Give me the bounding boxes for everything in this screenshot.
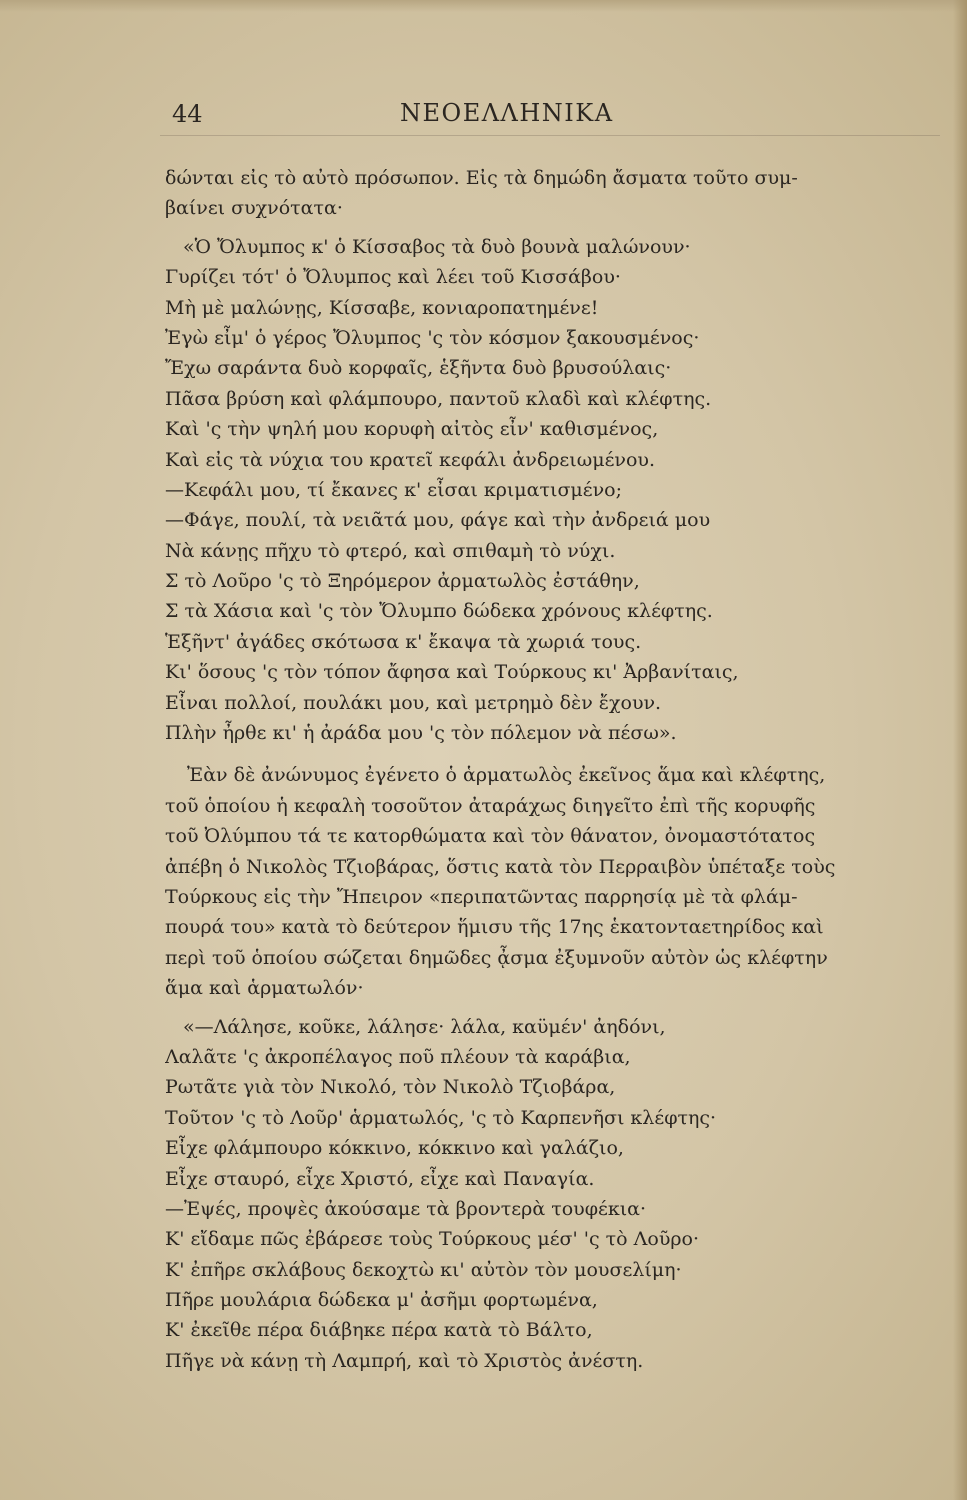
poem-line: Εἶναι πολλοί, πουλάκι μου, καὶ μετρημὸ δὲν ἔχουν. (165, 691, 662, 714)
poem-line: Σ τὸ Λοῦρο 'ς τὸ Ξηρόμερον ἀρματωλὸς ἐστάθην, (165, 570, 640, 593)
poem-line: Κι' ὅσους 'ς τὸν τόπον ἄφησα καὶ Τούρκους κι' Ἀρβανίταις, (165, 661, 739, 684)
page-top-edge (0, 0, 967, 12)
poem-line: Πῆρε μουλάρια δώδεκα μ' ἀσῆμι φορτωμένα, (165, 1289, 598, 1312)
page-right-edge (953, 0, 967, 1500)
poem-line: Κ' εἴδαμε πῶς ἐβάρεσε τοὺς Τούρκους μέσ' 'ς τὸ Λοῦρο· (165, 1228, 700, 1251)
spacer (165, 224, 950, 232)
poem-line: —Φάγε, πουλί, τὰ νειᾶτά μου, φάγε καὶ τὴν ἀνδρειά μου (165, 509, 711, 532)
poem-line: —Κεφάλι μου, τί ἔκανες κ' εἶσαι κριματισμένο; (165, 478, 623, 501)
prose-line: ἀπέβη ὁ Νικολὸς Τζιοβάρας, ὅστις κατὰ τὸν Περραιβὸν ὑπέταξε τοὺς (165, 855, 836, 878)
text-block (165, 163, 950, 1376)
poem-line: Πᾶσα βρύση καὶ φλάμπουρο, παντοῦ κλαδὶ καὶ κλέφτης. (165, 387, 712, 410)
prose-line: ἅμα καὶ ἁρματωλόν· (165, 977, 364, 1000)
prose-line: περὶ τοῦ ὁποίου σώζεται δημῶδες ᾆσμα ἐξυμνοῦν αὐτὸν ὡς κλέφτην (165, 946, 828, 969)
poem-line: «Ὁ Ὄλυμπος κ' ὁ Κίσσαβος τὰ δυὸ βουνὰ μαλώνουν· (183, 235, 691, 258)
poem-line: Λαλᾶτε 'ς ἀκροπέλαγος ποῦ πλέουν τὰ καράβια, (165, 1045, 631, 1068)
poem-line: Πλὴν ἦρθε κι' ἡ ἀράδα μου 'ς τὸν πόλεμον νὰ πέσω». (165, 722, 677, 745)
poem-line: Καὶ 'ς τὴν ψηλή μου κορυφὴ αἰτὸς εἶν' καθισμένος, (165, 418, 659, 441)
poem-line: Ἐγὼ εἶμ' ὁ γέρος Ὄλυμπος 'ς τὸν κόσμον ξακουσμένος· (165, 326, 700, 349)
page-number: 44 (172, 100, 203, 128)
poem-tziovaras (165, 1012, 950, 1377)
spacer (165, 748, 950, 760)
poem-line: Σ τὰ Χάσια καὶ 'ς τὸν Ὄλυμπο δώδεκα χρόνους κλέφτης. (165, 600, 713, 623)
spacer (165, 1004, 950, 1012)
poem-line: Μὴ μὲ μαλώνῃς, Κίσσαβε, κονιαροπατημένε! (165, 296, 599, 319)
poem-line: Εἶχε σταυρό, εἶχε Χριστό, εἶχε καὶ Παναγία. (165, 1167, 595, 1190)
prose-line: Τούρκους εἰς τὴν Ἤπειρον «περιπατῶντας παρρησίᾳ μὲ τὰ φλάμ- (165, 885, 798, 908)
poem-line: Ἔχω σαράντα δυὸ κορφαῖς, ἑξῆντα δυὸ βρυσούλαις· (165, 357, 672, 380)
running-head: ΝΕΟΕΛΛΗΝΙΚΑ (400, 99, 614, 127)
poem-line: Ἑξῆντ' ἀγάδες σκότωσα κ' ἔκαψα τὰ χωριά τους. (165, 630, 642, 653)
intro-line: δώνται εἰς τὸ αὐτὸ πρόσωπον. Εἰς τὰ δημώδη ἄσματα τοῦτο συμ- (165, 167, 798, 189)
poem-line: Νὰ κάνῃς πῆχυ τὸ φτερό, καὶ σπιθαμὴ τὸ νύχι. (165, 539, 616, 562)
header-rule (160, 135, 940, 136)
poem-line: Ρωτᾶτε γιὰ τὸν Νικολό, τὸν Νικολὸ Τζιοβάρα, (165, 1076, 616, 1099)
prose-line: τοῦ Ὀλύμπου τά τε κατορθώματα καὶ τὸν θάνατον, ὀνομαστότατος (165, 825, 816, 848)
poem-olympus (165, 232, 950, 749)
poem-line: —Ἐψές, προψὲς ἀκούσαμε τὰ βροντερὰ τουφέκια· (165, 1197, 647, 1220)
prose-paragraph (165, 760, 950, 1003)
poem-line: Κ' ἐπῆρε σκλάβους δεκοχτὼ κι' αὐτὸν τὸν μουσελίμη· (165, 1258, 682, 1281)
poem-line: Τοῦτον 'ς τὸ Λοῦρ' ἁρματωλός, 'ς τὸ Καρπενῆσι κλέφτης· (165, 1106, 717, 1129)
poem-line: Καὶ εἰς τὰ νύχια του κρατεῖ κεφάλι ἀνδρειωμένου. (165, 448, 655, 471)
poem-line: Γυρίζει τότ' ὁ Ὄλυμπος καὶ λέει τοῦ Κισσάβου· (165, 266, 621, 289)
prose-line: τοῦ ὁποίου ἡ κεφαλὴ τοσοῦτον ἀταράχως διηγεῖτο ἐπὶ τῆς κορυφῆς (165, 794, 816, 817)
poem-line: «—Λάλησε, κοῦκε, λάλησε· λάλα, καϋμέν' ἀηδόνι, (183, 1015, 666, 1038)
poem-line: Εἶχε φλάμπουρο κόκκινο, κόκκινο καὶ γαλάζιο, (165, 1137, 624, 1160)
intro-line: βαίνει συχνότατα· (165, 197, 343, 220)
prose-line: πουρά του» κατὰ τὸ δεύτερον ἥμισυ τῆς 17ης ἑκατονταετηρίδος καὶ (165, 916, 824, 939)
poem-line: Πῆγε νὰ κάνῃ τὴ Λαμπρή, καὶ τὸ Χριστὸς ἀνέστη. (165, 1349, 644, 1372)
prose-line: Ἐὰν δὲ ἀνώνυμος ἐγένετο ὁ ἁρματωλὸς ἐκεῖνος ἅμα καὶ κλέφτης, (187, 764, 826, 787)
poem-line: Κ' ἐκεῖθε πέρα διάβηκε πέρα κατὰ τὸ Βάλτο, (165, 1319, 593, 1342)
